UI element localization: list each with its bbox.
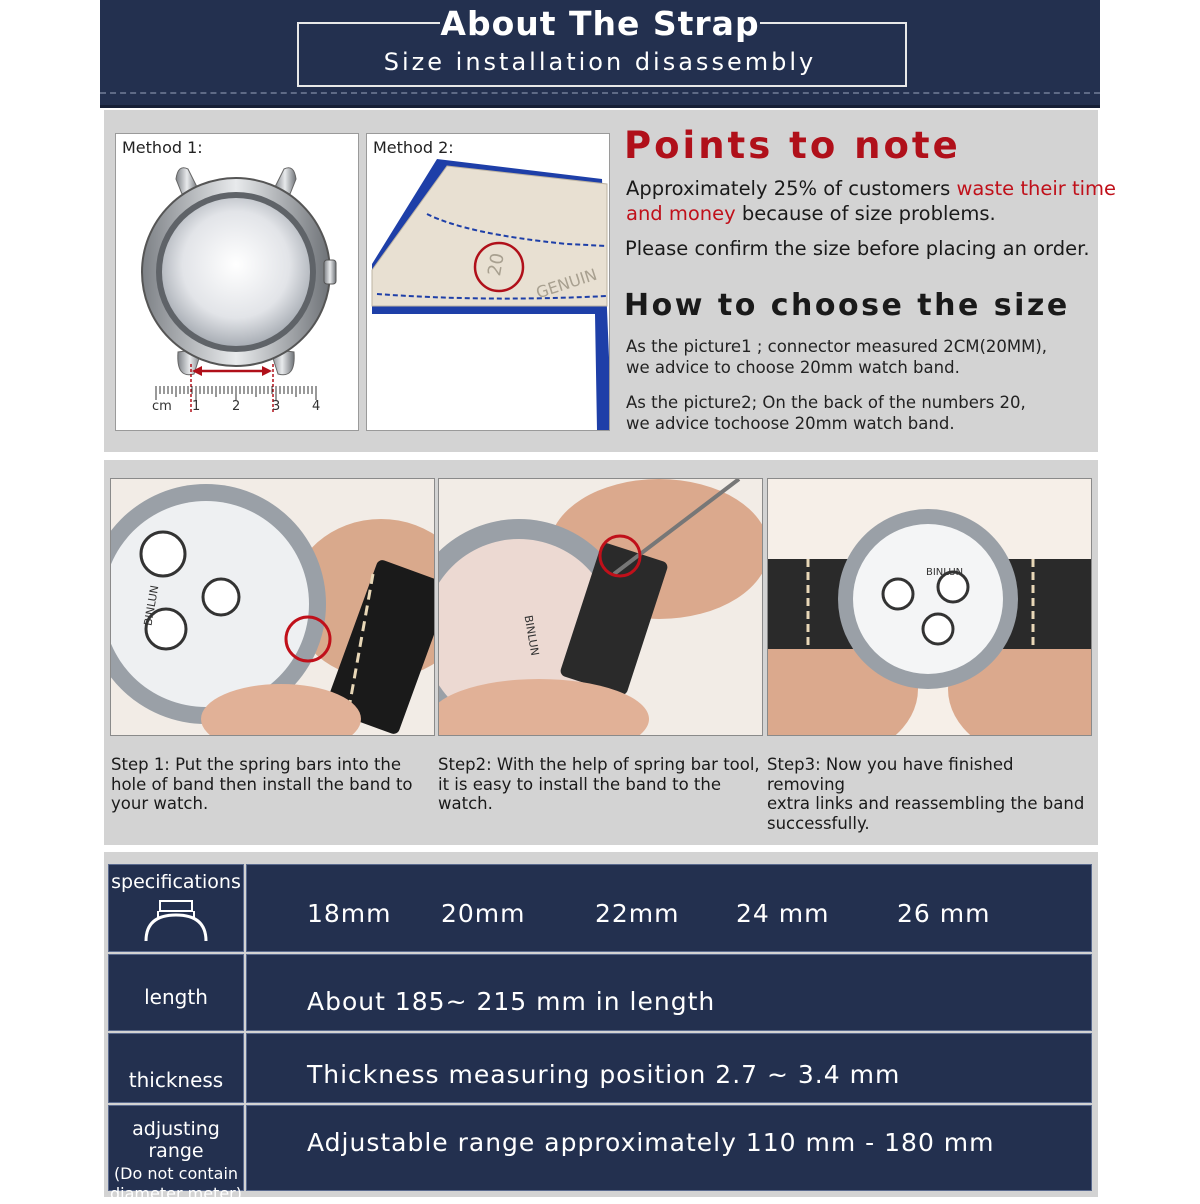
how-text-1a: As the picture1 ; connector measured 2CM(20MM), [626,337,1048,356]
spec-length-value-cell [246,954,1092,1031]
step2-watch-image [439,479,762,735]
step1-caption [111,755,436,814]
thickness-value: Thickness measuring position 2.7 ~ 3.4 mm [307,1060,901,1089]
size-24mm: 24 mm [736,899,830,928]
how-to-choose-title: How to choose the size [624,288,1070,323]
note-text: because of size problems. [735,202,996,225]
points-to-note-title: Points to note [624,124,961,167]
step3-brand: BINLUN [926,567,964,578]
spec-thickness-value-cell [246,1033,1092,1103]
step1-watch-image [111,479,434,735]
step3-caption [767,755,1092,833]
adjust-value: Adjustable range approximately 110 mm - 180 mm [307,1128,995,1157]
spec-adjust-value-cell [246,1105,1092,1191]
step2-photo [438,478,763,736]
ruler-number-1: 1 [192,399,201,414]
step3-line1: Step3: Now you have finished removing [767,755,1014,794]
page-subtitle: Size installation disassembly [383,48,817,76]
method2-box [366,133,610,431]
step1-photo [110,478,435,736]
length-label: length [144,985,208,1009]
note-highlight: and money [626,202,736,225]
page-title: About The Strap [440,4,760,43]
note-line-2 [626,201,996,227]
thickness-label: thickness [128,1068,224,1092]
ruler-unit: cm [152,399,172,414]
strap-genuine-text: GENUIN [533,264,600,303]
step2-line3: watch. [438,794,493,813]
step1-line2: hole of band then install the band to [111,774,413,794]
adjust-note-1: (Do not contain [113,1164,239,1183]
how-text-2a: As the picture2; On the back of the numbers 20, [626,393,1026,412]
ruler-number-4: 4 [312,399,321,414]
ruler-number-3: 3 [272,399,281,414]
how-text-2b: we advice tochoose 20mm watch band. [626,414,955,433]
note-highlight: waste their time [956,177,1117,200]
size-18mm: 18mm [307,899,392,928]
how-text-1b: we advice to choose 20mm watch band. [626,358,960,377]
spec-length-label-cell [108,954,244,1031]
adjust-note-2: diameter meter) [110,1184,242,1203]
size-22mm: 22mm [595,899,680,928]
specifications-label: specifications [111,871,241,893]
strap-size-number: 20 [484,251,509,278]
method1-label: Method 1: [122,138,203,157]
step2-brand: BINLUN [521,614,542,657]
method2-label: Method 2: [373,138,454,157]
step1-line1: Step 1: Put the spring bars into the [111,755,402,774]
spec-sizes-cell [246,864,1092,952]
watch-case-illustration [116,134,358,430]
note-line-3: Please confirm the size before placing an order. [625,237,1090,260]
step3-photo [767,478,1092,736]
spec-thickness-label-cell [108,1033,244,1103]
step3-line2: extra links and reassembling the band [767,794,1085,813]
note-line-1 [626,176,1116,202]
header-stitch [100,92,1100,94]
size-20mm: 20mm [441,899,526,928]
spec-specifications-cell [108,864,244,952]
strap-width-icon [136,897,216,943]
ruler-number-2: 2 [232,399,241,414]
note-text: Approximately 25% of customers [626,177,957,200]
step2-line1: Step2: With the help of spring bar tool, [438,755,760,774]
spec-adjust-label-cell [108,1105,244,1203]
step2-line2: it is easy to install the band to the [438,774,722,794]
step3-watch-image [768,479,1091,735]
size-26mm: 26 mm [897,899,991,928]
step1-brand: BINLUN [141,584,162,627]
length-value: About 185~ 215 mm in length [307,987,716,1016]
step3-line3: successfully. [767,813,870,833]
method1-box [115,133,359,431]
adjust-label: adjusting range [132,1118,220,1162]
step2-caption [438,755,763,814]
step1-line3: your watch. [111,794,209,813]
